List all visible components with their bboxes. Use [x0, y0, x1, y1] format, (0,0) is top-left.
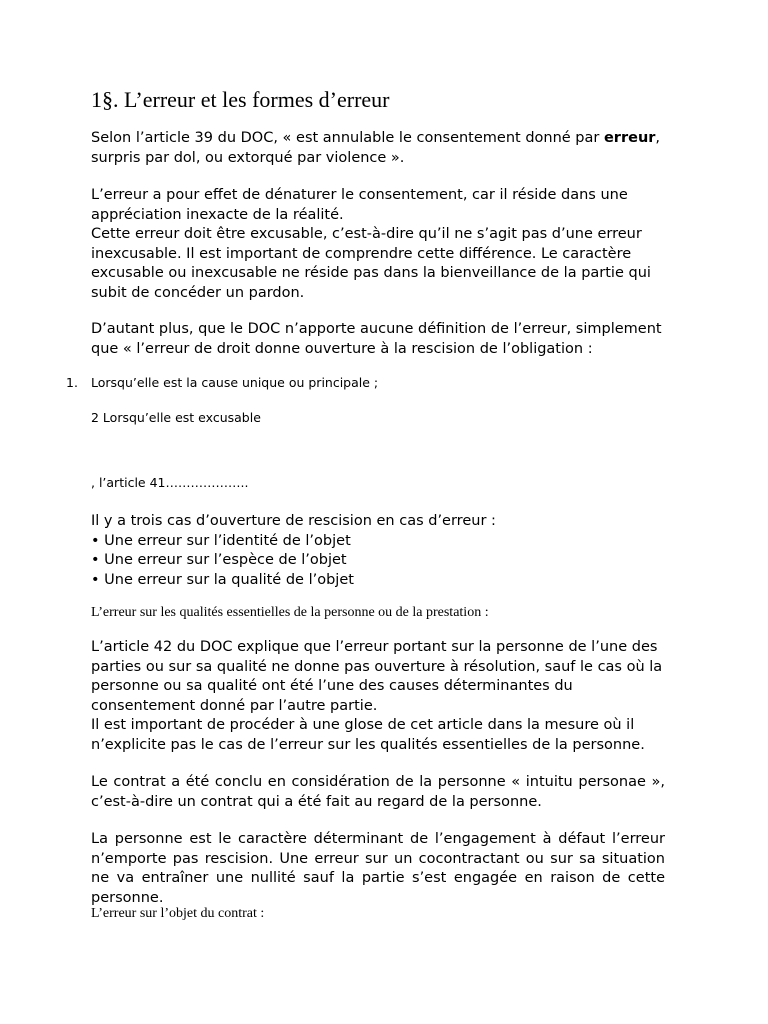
p4-line-1: L’article 42 du DOC explique que l’erreur portant sur la personne de l’une des parties ou sur sa qualité ne donne pas ouverture à résolution, sauf le cas où la personne ou sa qualité ont été l’une des causes déterminantes du consentement donné par l’autre partie.	[91, 639, 663, 714]
rescision-cases	[91, 512, 665, 590]
p2-line-2: Cette erreur doit être excusable, c’est-à-dire qu’il ne s’agit pas d’une erreur inexcusable. Il est important de comprendre cette différence. Le caractère excusable ou inexcusable ne réside pas dans la bienveillance de la partie qui subit de concéder un pardon.	[91, 226, 651, 301]
list-item: • Une erreur sur l’espèce de l’objet	[91, 552, 347, 568]
list-item: • Une erreur sur l’identité de l’objet	[91, 532, 351, 549]
paragraph-intuitu-personae: Le contrat a été conclu en considération de la personne « intuitu personae », c’est-à-dire un contrat qui a été fait au regard de la personne.	[91, 774, 665, 810]
list-item: • Une erreur sur la qualité de l’objet	[91, 571, 354, 588]
p4-line-2: Il est important de procéder à une glose de cet article dans la mesure où il n’explicite pas le cas de l’erreur sur les qualités essentielles de la personne.	[91, 717, 645, 753]
cases-intro: Il y a trois cas d’ouverture de rescision en cas d’erreur :	[91, 513, 496, 529]
p1-text-before: Selon l’article 39 du DOC, « est annulable le consentement donné par	[91, 130, 604, 146]
article-41-reference: , l’article 41………………..	[91, 475, 249, 490]
list-item-1: Lorsqu’elle est la cause unique ou principale ;	[91, 375, 379, 390]
paragraph-erreur-effet	[91, 186, 665, 303]
paragraph-caractere-determinant: La personne est le caractère déterminant de l’engagement à défaut l’erreur n’emporte pas rescision. Une erreur sur un cocontractant ou sur sa situation ne va entraîner une nullité sauf la partie s’est engagée en raison de cette personne.	[91, 831, 665, 906]
p1-bold-word: erreur	[603, 130, 656, 146]
paragraph-doc-definition: D’autant plus, que le DOC n’apporte aucune définition de l’erreur, simplement que « l’erreur de droit donne ouverture à la rescision de l’obligation :	[91, 321, 662, 357]
subheading-qualites-essentielles: L’erreur sur les qualités essentielles de la personne ou de la prestation :	[91, 605, 489, 620]
paragraph-article-42	[91, 638, 665, 755]
page-title: 1§. L’erreur et les formes d’erreur	[91, 87, 390, 112]
list-item-2: 2 Lorsqu’elle est excusable	[91, 410, 261, 425]
paragraph-article-39	[91, 129, 665, 168]
p2-line-1: L’erreur a pour effet de dénaturer le consentement, car il réside dans une appréciation inexacte de la réalité.	[91, 187, 628, 223]
list-item-1-number: 1.	[66, 375, 78, 390]
subheading-objet-contrat: L’erreur sur l’objet du contrat :	[91, 906, 265, 921]
p1-text-after: , surpris par dol, ou extorqué par violence ».	[91, 130, 661, 166]
